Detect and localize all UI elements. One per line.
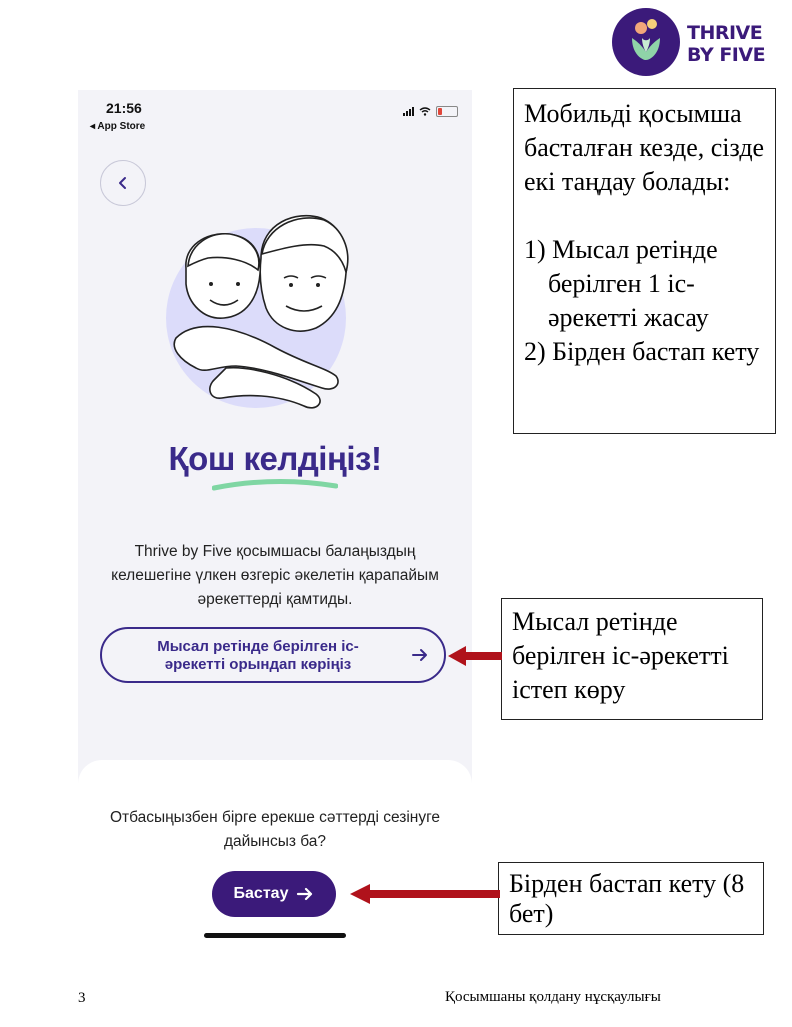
battery-icon [436,106,458,117]
app-description: Thrive by Five қосымшасы балаңыздың келешегіне үлкен өзгеріс әкелетін қарапайым әрекеттерді қамтиды. [111,543,439,608]
title-underline [212,476,338,492]
document-title: Қосымшаны қолдану нұсқаулығы [445,989,661,1005]
try-button-label: Мысал ретінде берілген іс-әрекетті орындап көріңіз [157,638,359,673]
thrive-by-five-logo [612,8,772,78]
callout-start-now: Бірден бастап кету (8 бет) [498,862,764,935]
page-number: 3 [78,990,86,1006]
start-button-label: Бастау [233,885,289,902]
logo-wordmark [687,22,765,66]
arrow-left-icon [448,641,502,671]
callout-two-choices [513,88,776,434]
app-store-back-link[interactable]: ◂ App Store [90,121,146,132]
callout-intro: Мобильді қосымша басталған кезде, сізде екі таңдау болады: [524,99,765,196]
try-example-activity-button[interactable] [100,627,446,683]
arrow-left-icon [350,879,500,909]
start-button[interactable] [212,871,336,917]
callout-choice-1: 1) Мысал ретінде берілген 1 іс-әрекетті жасау [524,235,718,332]
callout-try-example: Мысал ретінде берілген іс-әрекетті істеп көру [501,598,763,720]
callout-choice-2: 2) Бірден бастап кету [524,337,760,366]
status-icons [403,106,458,117]
logo-line2: BY FIVE [687,44,766,66]
logo-line1: THRIVE [687,22,763,44]
chevron-left-icon [116,176,130,190]
signal-icon [403,107,414,116]
father-son-illustration [166,198,386,428]
logo-flower-icon [612,8,680,76]
wifi-icon [419,107,431,116]
bottom-panel [78,760,472,950]
arrow-right-icon [410,645,430,665]
welcome-title: Қош келдіңіз! [168,440,382,477]
back-button[interactable] [100,160,146,206]
home-indicator [204,933,346,938]
ready-prompt: Отбасыңызбен бірге ерекше сәттерді сезінуге дайынсыз ба? [109,809,441,850]
arrow-right-icon [296,885,314,903]
status-time: 21:56 [106,100,142,116]
